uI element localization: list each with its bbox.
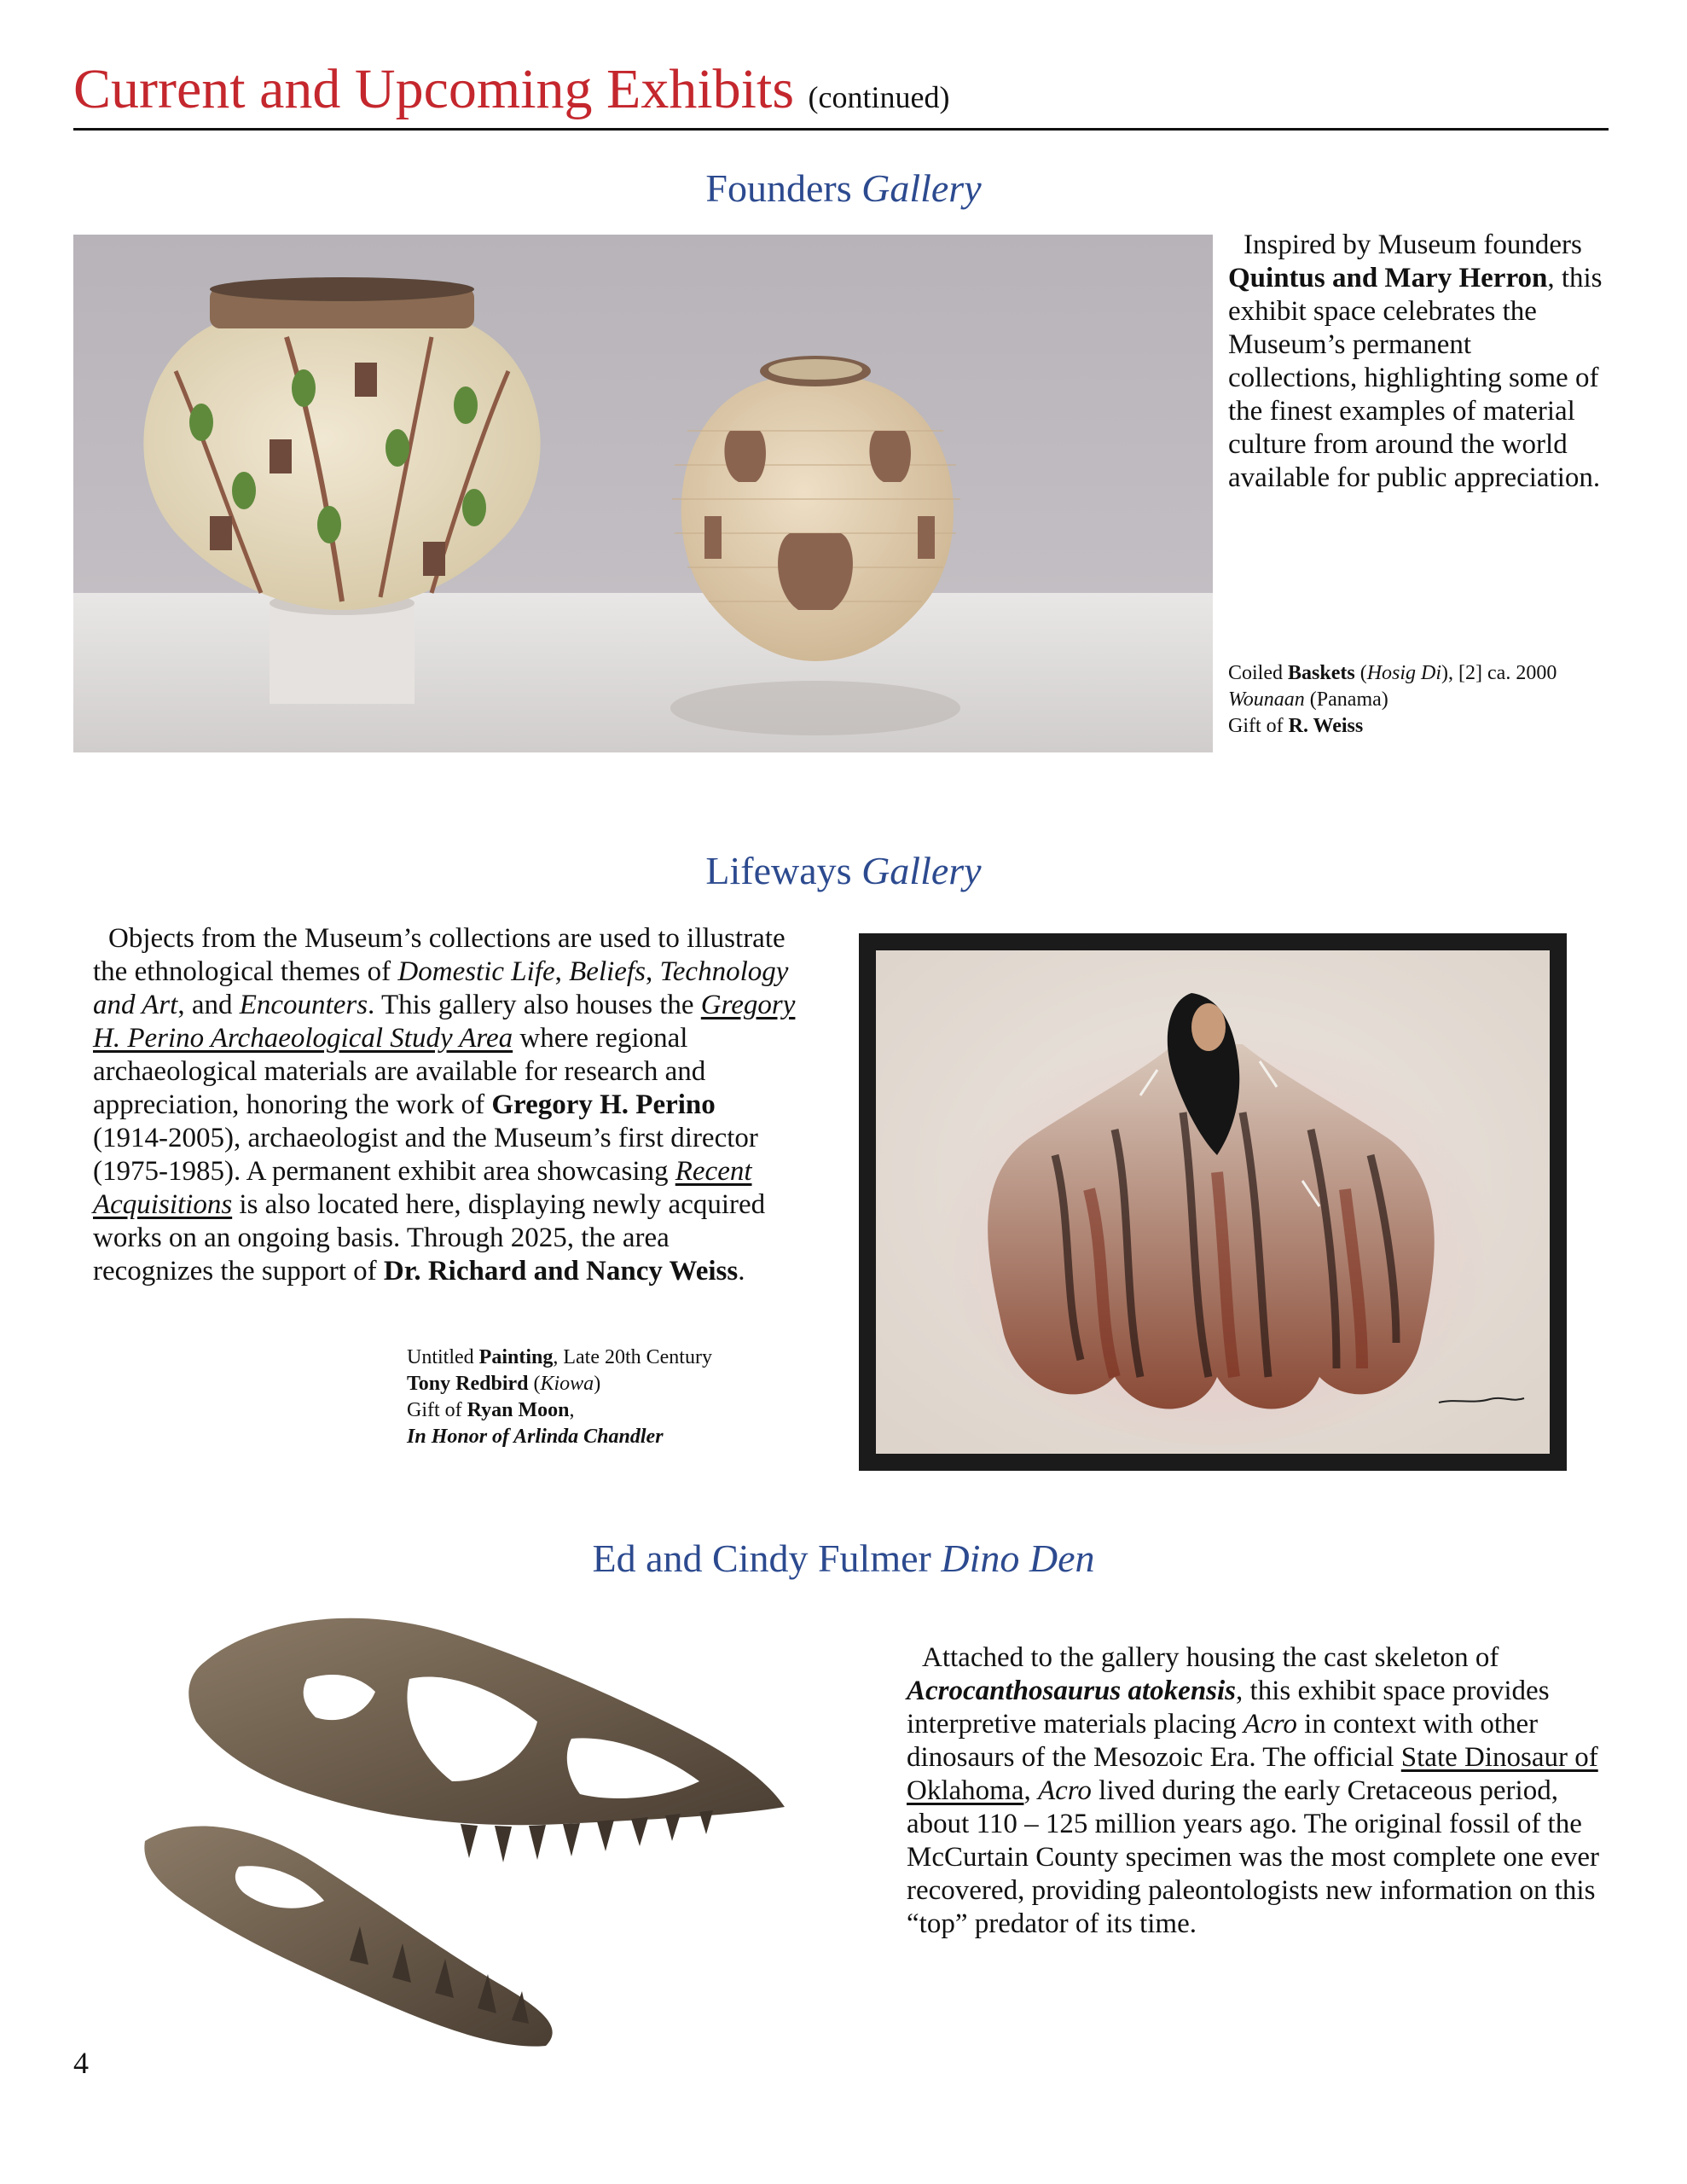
founders-credit-line-2: Wounaan (Panama) <box>1228 688 1388 711</box>
redbird-painting <box>859 933 1567 1471</box>
founders-credit-line-3: Gift of R. Weiss <box>1228 715 1364 737</box>
species-name: Acrocanthosaurus atokensis <box>907 1676 1237 1706</box>
page-number: 4 <box>73 2046 89 2080</box>
baskets-photo <box>73 235 1213 752</box>
coiled-baskets-image <box>73 235 1213 752</box>
founders-credit <box>1228 660 1620 740</box>
lifeways-credit-line-1: Untitled Painting, Late 20th Century <box>407 1346 712 1368</box>
founders-names: Quintus and Mary Herron <box>1228 263 1548 293</box>
founders-credit-line-1: Coiled Baskets (Hosig Di), [2] ca. 2000 <box>1228 662 1557 684</box>
lifeways-credit-line-3: Gift of Ryan Moon, <box>407 1399 575 1421</box>
lifeways-gallery-heading: Lifeways Gallery <box>705 849 982 892</box>
untitled-painting-image <box>859 933 1567 1471</box>
lifeways-credit <box>407 1345 816 1450</box>
page-title-continued: (continued) <box>808 80 950 114</box>
page-title-text: Current and Upcoming Exhibits <box>73 58 795 120</box>
dino-skull-image <box>136 1585 802 2063</box>
title-rule <box>73 128 1609 131</box>
lifeways-credit-line-2: Tony Redbird (Kiowa) <box>407 1373 601 1395</box>
acrocanthosaurus-skull <box>136 1585 802 2063</box>
recent-acquisitions-link: Recent Acquisitions <box>93 1156 752 1220</box>
founders-gallery-heading: Founders Gallery <box>705 166 982 210</box>
dino-den-heading: Ed and Cindy Fulmer Dino Den <box>592 1536 1095 1580</box>
dino-den-description: Attached to the gallery housing the cast skeleton of Acrocanthosaurus atokensis, this exhibit space provides interpretive materials placing Acro in context with other dinosaurs of the Mesozoic Era. The official State Dinosaur of Oklahoma, Acro lived during the early Cretaceous period, about 110 – 125 million years ago. The original fossil of the McCurtain County specimen was the most complete one ever recovered, providing paleontologists new information on this “top” predator of its time. <box>907 1642 1599 1939</box>
state-dinosaur-link: State Dinosaur of Oklahoma <box>907 1742 1598 1806</box>
perino-study-area-link: Gregory H. Perino Archaeological Study Area <box>93 990 796 1054</box>
founders-description: Inspired by Museum founders Quintus and Mary Herron, this exhibit space celebrates the Museum’s permanent collections, highlighting some of the finest examples of material culture from around the world available for public appreciation. <box>1228 229 1603 493</box>
page-title <box>73 58 950 120</box>
lifeways-credit-line-4: In Honor of Arlinda Chandler <box>407 1426 664 1448</box>
lifeways-description: Objects from the Museum’s collections are used to illustrate the ethnological themes of Domestic Life, Beliefs, Technology and Art, and Encounters. This gallery also houses the Gregory H. Perino Archaeological Study Area where regional archaeological materials are available for research and appreciation, honoring the work of Gregory H. Perino (1914-2005), archaeologist and the Museum’s first director (1975-1985). A permanent exhibit area showcasing Recent Acquisitions is also located here, displaying newly acquired works on an ongoing basis. Through 2025, the area recognizes the support of Dr. Richard and Nancy Weiss. <box>93 923 796 1287</box>
